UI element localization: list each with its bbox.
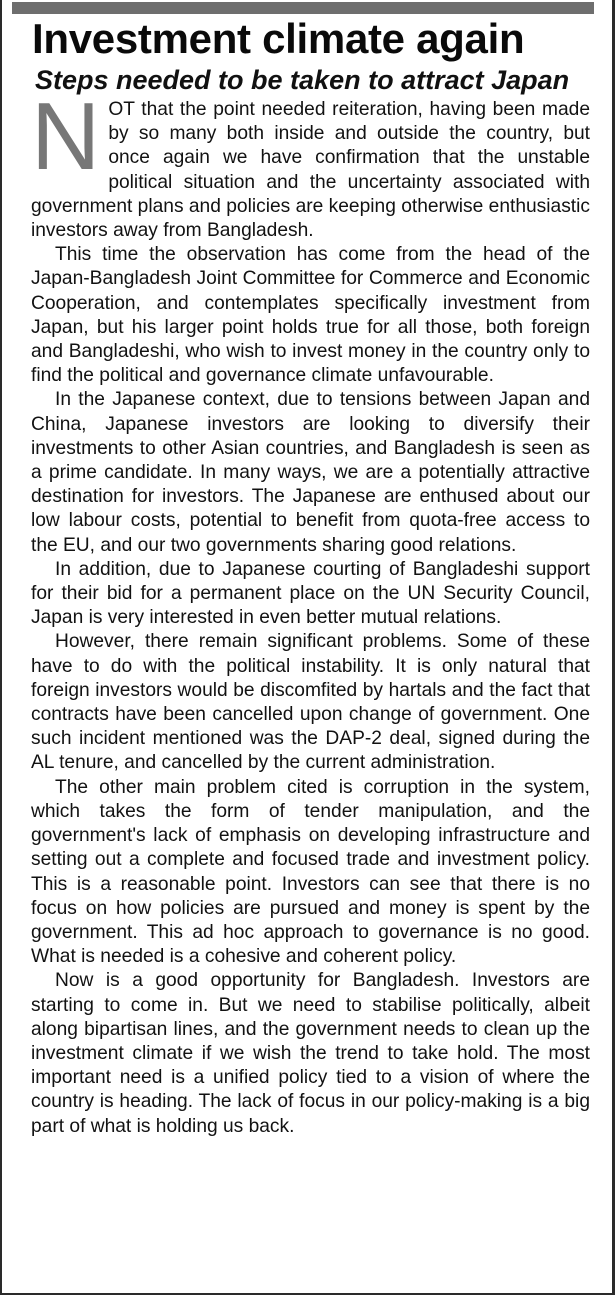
paragraph-1 bbox=[31, 83, 590, 243]
paragraph-3: In the Japanese context, due to tensions between Japan and China, Japanese investors are looking to diversify their investments to other Asian countries, and Bangladesh is seen as a prime candidate. In many ways, we are a potentially attractive destination for investors. The Japanese are enthused about our low labour costs, potential to benefit from quota-free access to the EU, and our two governments sharing good relations. bbox=[31, 389, 590, 556]
headline: Investment climate again bbox=[32, 15, 525, 62]
top-rule bbox=[12, 2, 594, 14]
paragraph-1-text: OT that the point needed reiteration, having been made by so many both inside and outside the country, but once again we have confirmation that the unstable political situation and the uncertainty associated with government plans and policies are keeping otherwise enthusiastic investors away from Bangladesh. bbox=[31, 99, 590, 242]
paragraph-5: However, there remain significant problems. Some of these have to do with the political instability. It is only natural that foreign investors would be discomfited by hartals and the fact that contracts have been cancelled upon change of government. One such incident mentioned was the DAP-2 deal, signed during the AL tenure, and cancelled by the current administration. bbox=[31, 631, 590, 774]
article-body bbox=[31, 83, 590, 1139]
paragraph-6: The other main problem cited is corruption in the system, which takes the form of tender manipulation, and the government's lack of emphasis on developing infrastructure and setting out a complete and focused trade and investment policy. This is a reasonable point. Investors can see that there is no focus on how policies are pursued and money is spent by the government. This ad hoc approach to governance is no good. What is needed is a cohesive and coherent policy. bbox=[31, 776, 590, 968]
drop-cap: N bbox=[31, 83, 101, 190]
subhead: Steps needed to be taken to attract Japan bbox=[35, 65, 570, 95]
paragraph-7: Now is a good opportunity for Bangladesh. Investors are starting to come in. But we need to stabilise politically, albeit along bipartisan lines, and the government needs to clean up the investment climate if we wish the trend to take hold. The most important need is a unified policy tied to a vision of where the country is heading. The lack of focus in our policy-making is a big part of what is holding us back. bbox=[31, 970, 590, 1137]
paragraph-2: This time the observation has come from the head of the Japan-Bangladesh Joint Committee for Commerce and Economic Cooperation, and contemplates specifically investment from Japan, but his larger point holds true for all those, both foreign and Bangladeshi, who wish to invest money in the country only to find the political and governance climate unfavourable. bbox=[31, 244, 590, 387]
paragraph-4: In addition, due to Japanese courting of Bangladeshi support for their bid for a permanent place on the UN Security Council, Japan is very interested in even better mutual relations. bbox=[31, 558, 590, 629]
